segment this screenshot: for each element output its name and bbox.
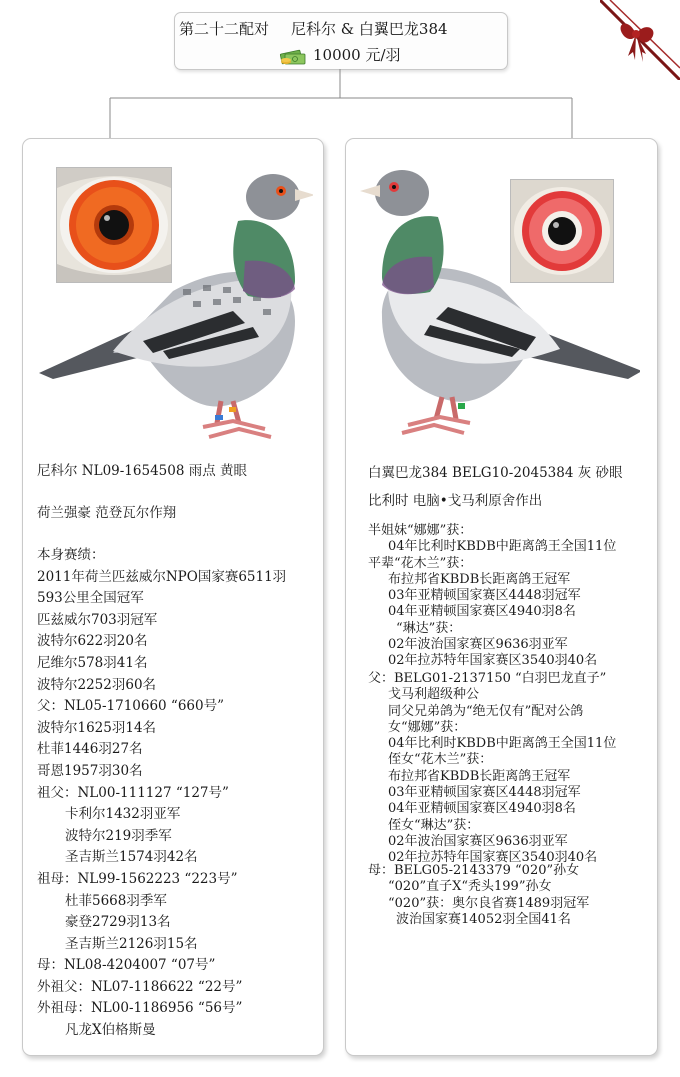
record-line: “琳达”获：: [396, 620, 462, 636]
left-origin: 荷兰强豪 范登瓦尔作翔: [37, 505, 177, 521]
record-line: 同父兄弟鸽为“绝无仅有”配对公鸽: [388, 703, 584, 719]
record-line: 04年亚精顿国家赛区4940羽8名: [388, 801, 576, 817]
record-line: 布拉邦省KBDB长距离鸽王冠军: [388, 571, 571, 587]
record-line: 02年波治国家赛区9636羽亚军: [388, 833, 568, 849]
record-line: 侄女“琳达”获：: [388, 817, 480, 833]
record-line: 布拉邦省KBDB长距离鸽王冠军: [388, 768, 571, 784]
record-line: 祖母：NL99-1562223 “223号”: [37, 870, 238, 887]
pigeon-image-left: [33, 161, 313, 451]
record-line: 父：BELG01-2137150 “白羽巴龙直子”: [368, 671, 607, 686]
record-line: 593公里全国冠军: [37, 590, 144, 607]
record-line: 2011年荷兰匹兹威尔NPO国家赛6511羽: [37, 568, 287, 585]
record-line: 波特尔1625羽14名: [37, 719, 157, 736]
record-line: 04年比利时KBDB中距离鸽王全国11位: [388, 736, 617, 752]
record-line: 凡龙X伯格斯曼: [65, 1022, 156, 1039]
left-record-list: [37, 545, 286, 1042]
record-line: 匹兹威尔703羽冠军: [37, 611, 158, 628]
record-line: 波特尔622羽20名: [37, 633, 148, 650]
record-line: 圣吉斯兰2126羽15名: [65, 935, 198, 952]
record-line: “020”直子X“秃头199”孙女: [388, 879, 552, 895]
right-sire-group: [368, 671, 616, 867]
eye-photo-right: [510, 179, 614, 283]
record-line: 父：NL05-1710660 “660号”: [37, 698, 225, 715]
record-line: 豪登2729羽13名: [65, 914, 171, 931]
record-line: 波治国家赛14052羽全国41名: [396, 911, 571, 927]
record-line: 祖父：NL00-111127 “127号”: [37, 784, 229, 801]
record-line: 波特尔219羽季军: [65, 827, 172, 844]
left-pigeon-card: [22, 138, 324, 1056]
record-line: 女“娜娜”获：: [388, 719, 467, 735]
record-line: 外祖父：NL07-1186622 “22号”: [37, 978, 243, 995]
record-line: 侄女“花木兰”获：: [388, 752, 493, 768]
record-line: 尼维尔578羽41名: [37, 654, 148, 671]
record-line: 半姐妹“娜娜”获：: [368, 523, 473, 538]
right-dam-group: [368, 863, 589, 928]
tree-connector: [0, 0, 680, 140]
record-line: 02年拉苏特年国家赛区3540羽40名: [388, 653, 598, 669]
left-name-line: 尼科尔 NL09-1654508 雨点 黄眼: [37, 463, 248, 479]
record-line: 04年比利时KBDB中距离鸽王全国11位: [388, 539, 617, 555]
pair-number: 第二十二配对: [179, 20, 270, 38]
price-label: 10000 元/羽: [313, 46, 401, 64]
record-line: “020”获：奥尔良省赛1489羽冠军: [388, 895, 590, 911]
pair-names: 尼科尔 & 白翼巴龙384: [291, 20, 448, 38]
record-line: 02年拉苏特年国家赛区3540羽40名: [388, 850, 598, 866]
record-line: 平辈“花木兰”获：: [368, 555, 473, 571]
record-line: 杜菲1446羽27名: [37, 741, 143, 758]
record-line: 03年亚精顿国家赛区4448羽冠军: [388, 785, 581, 801]
right-origin: 比利时 电脑•戈马利原舍作出: [368, 493, 543, 509]
record-line: 外祖母：NL00-1186956 “56号”: [37, 1000, 243, 1017]
record-line: 04年亚精顿国家赛区4940羽8名: [388, 604, 576, 620]
right-relatives-group: [368, 523, 616, 670]
record-line: 波特尔2252羽60名: [37, 676, 157, 693]
record-line: 哥恩1957羽30名: [37, 762, 143, 779]
record-line: 母：NL08-4204007 “07号”: [37, 957, 216, 974]
record-line: 戈马利超级种公: [388, 687, 480, 703]
record-line: 02年波治国家赛区9636羽亚军: [388, 637, 568, 653]
record-line: 杜菲5668羽季军: [65, 892, 167, 909]
right-pigeon-card: [345, 138, 658, 1056]
record-line: 圣吉斯兰1574羽42名: [65, 849, 198, 866]
record-line: 卡利尔1432羽亚军: [65, 806, 181, 823]
right-name-line: 白翼巴龙384 BELG10-2045384 灰 砂眼: [368, 465, 623, 481]
record-line: 本身赛绩：: [37, 547, 105, 563]
record-line: 03年亚精顿国家赛区4448羽冠军: [388, 588, 581, 604]
record-line: 母：BELG05-2143379 “020”孙女: [368, 863, 580, 878]
